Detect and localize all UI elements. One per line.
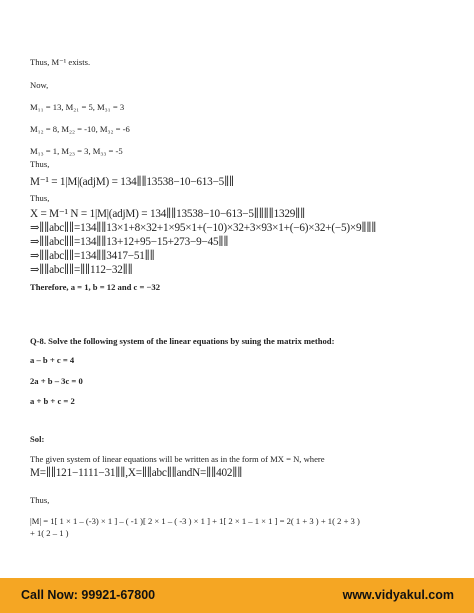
result-line: Therefore, a = 1, b = 12 and c = −32	[30, 282, 161, 292]
text-line: Thus,	[30, 159, 50, 169]
text-line: Thus, M⁻¹ exists.	[30, 57, 91, 67]
solution-formula: X = M⁻¹ N = 1|M|(adjM) = 134∥∥13538−10−613−5∥∥∥∥1329∥∥	[30, 208, 306, 220]
website-link[interactable]: www.vidyakul.com	[342, 588, 454, 602]
footer-bar	[0, 578, 474, 613]
minor-row-3: M₁₃ = 1, M₂₃ = 3, M₃₃ = -5	[30, 146, 123, 156]
determinant-line-cont: + 1( 2 – 1 )	[30, 528, 69, 538]
solution-step-3: ⇒∥∥abc∥∥=134∥∥3417−51∥∥	[30, 250, 155, 262]
equation-2: 2a + b – 3c = 0	[30, 376, 83, 386]
question-heading: Q-8. Solve the following system of the linear equations by suing the matrix method:	[30, 336, 335, 346]
inverse-formula: M⁻¹ = 1|M|(adjM) = 134∥∥13538−10−613−5∥∥	[30, 176, 235, 188]
text-line: Now,	[30, 80, 49, 90]
solution-label: Sol:	[30, 434, 45, 444]
call-now-link[interactable]: Call Now: 99921-67800	[21, 588, 156, 602]
determinant-line: |M| = 1[ 1 × 1 – (-3) × 1 ] – ( -1 )[ 2 × 1 – ( -3 ) × 1 ] + 1[ 2 × 1 – 1 × 1 ] = 2( 1 + 3 ) + 1( 2 + 3 )	[30, 516, 360, 526]
text-line: The given system of linear equations will be written as in the form of MX = N, where	[30, 454, 325, 464]
solution-step-4: ⇒∥∥abc∥∥=∥∥112−32∥∥	[30, 264, 133, 276]
solution-step-1: ⇒∥∥abc∥∥=134∥∥13×1+8×32+1×95×1+(−10)×32+3×93×1+(−6)×32+(−5)×9∥∥∥	[30, 222, 377, 234]
solution-step-2: ⇒∥∥abc∥∥=134∥∥13+12+95−15+273−9−45∥∥	[30, 236, 229, 248]
text-line: Thus,	[30, 495, 50, 505]
equation-3: a + b + c = 2	[30, 396, 75, 406]
minor-row-2: M₁₂ = 8, M₂₂ = -10, M₃₂ = -6	[30, 124, 130, 134]
minor-row-1: M₁₁ = 13, M₂₁ = 5, M₃₁ = 3	[30, 102, 125, 112]
matrix-definitions: M=∥∥121−1111−31∥∥,X=∥∥abc∥∥andN=∥∥402∥∥	[30, 467, 243, 479]
text-line: Thus,	[30, 193, 50, 203]
equation-1: a – b + c = 4	[30, 355, 75, 365]
